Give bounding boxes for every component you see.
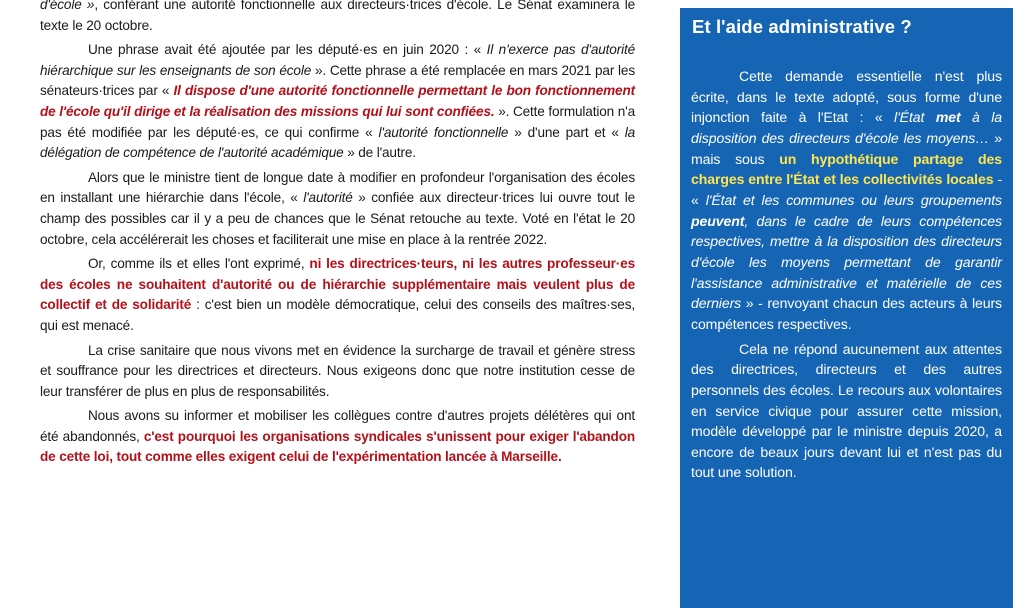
- quote-deputies: Il n'exerce pas d'autorité hiérarchique sur les enseignants de son école: [40, 42, 635, 78]
- text-run: » d'une part et «: [508, 124, 625, 140]
- text-run: Une phrase avait été ajoutée par les député·es en juin 2020 : «: [88, 42, 487, 58]
- paragraph-2: [40, 40, 635, 164]
- quote-communes: l'État et les communes ou leurs groupements: [705, 191, 1002, 208]
- paragraph-1: [40, 0, 635, 36]
- text-run: » mais sous: [691, 129, 1003, 167]
- quote-functional-authority: l'autorité fonctionnelle: [378, 124, 509, 140]
- text-run: , conférant une autorité fonctionnelle aux directeurs·trices d'école. Le Sénat examinera le texte le 20 octobre.: [40, 0, 636, 33]
- text-run: » - renvoyant chacun des acteurs à leurs compétences respectives.: [691, 295, 1002, 332]
- text-run: ». Cette formulation n'a pas été modifiée par les député·es, ce qui confirme «: [40, 103, 635, 140]
- emphasis-unions: c'est pourquoi les organisations syndicales s'unissent pour exiger l'abandon de cette loi, tout comme elles exigent celui de l'expérimentation lancée à Marseille.: [40, 428, 636, 465]
- paragraph-4: [40, 254, 635, 336]
- quote-met: met: [935, 109, 961, 126]
- text-run: ». Cette phrase a été remplacée en mars 2021 par les sénateurs·trices par «: [40, 62, 635, 99]
- text-run: Or, comme ils et elles l'ont exprimé,: [88, 256, 310, 272]
- paragraph-5: La crise sanitaire que nous vivons met en évidence la surcharge de travail et génère stress et souffrance pour les directrices et directeurs. Nous exigeons donc que notre institution cesse de leur transférer de plus en plus de responsabilités.: [40, 342, 635, 399]
- quote-authority: l'autorité: [303, 190, 353, 206]
- quote-delegation: la délégation de compétence de l'autorité académique: [40, 124, 636, 161]
- text-run: Cette demande essentielle n'est plus écrite, dans le texte adopté, sous forme d'une injonction faite à l'Etat : «: [691, 68, 1002, 126]
- paragraph-3: [40, 168, 635, 250]
- quote-fragment: d'école »: [40, 0, 95, 12]
- sidebar-paragraph-1: [691, 66, 1002, 335]
- article-main-column: [40, 0, 635, 472]
- text-run: Alors que le ministre tient de longue date à modifier en profondeur l'organisation des écoles en installant une hiérarchie dans l'école, «: [40, 169, 635, 206]
- sidebar-paragraph-2: Cela ne répond aucunement aux attentes des directrices, directeurs et des autres personnels des écoles. Le recours aux volontaires en service civique pour assurer cette mission, modèle développé par le ministre depuis 2020, a encore de beaux jours devant lui et n'est pas du tout une solution.: [691, 340, 1002, 481]
- quote-means: à la disposition des directeurs d'école les moyens…: [691, 109, 1003, 146]
- quote-peuvent: peuvent: [691, 212, 745, 229]
- text-run: : c'est bien un modèle démocratique, celui des conseils des maîtres·ses, qui est menacé.: [40, 297, 635, 333]
- emphasis-collective: ni les directrices·teurs, ni les autres professeur·es des écoles ne souhaitent d'autorité ou de hiérarchie supplémentaire mais veulent plus de collectif et de solidarité: [40, 256, 636, 313]
- paragraph-6: [40, 406, 635, 468]
- text-run: » de l'autre.: [343, 145, 416, 161]
- sidebar-box: [680, 8, 1013, 608]
- sidebar-title: Et l'aide administrative ?: [692, 16, 912, 37]
- text-run: - «: [691, 171, 1002, 208]
- text-run: » confiée aux directeur·trices lui ouvre tout le champ des possibles car il y a peu de chances que le Sénat retouche au texte. Voté en l'état le 20 octobre, cela accélérerait les choses et faciliterait une mise en place à la rentrée 2022.: [40, 190, 635, 247]
- text-run: Nous avons su informer et mobiliser les collègues contre d'autres projets délétères qui ont été abandonnés,: [40, 408, 635, 444]
- quote-senators-emphasis: Il dispose d'une autorité fonctionnelle permettant le bon fonctionnement de l'école qu'il dirige et la réalisation des missions qui lui sont confiées.: [40, 83, 635, 119]
- highlight-shared-charges: un hypothétique partage des charges entre l'État et les collectivités locales: [691, 150, 1003, 188]
- quote-state: l'État: [894, 109, 936, 126]
- sidebar-body: [691, 66, 1002, 487]
- quote-competences: , dans le cadre de leurs compétences respectives, mettre à la disposition des directeurs d'école les moyens permettant de garantir l'assistance administrative et matérielle de ces derniers: [691, 212, 1002, 312]
